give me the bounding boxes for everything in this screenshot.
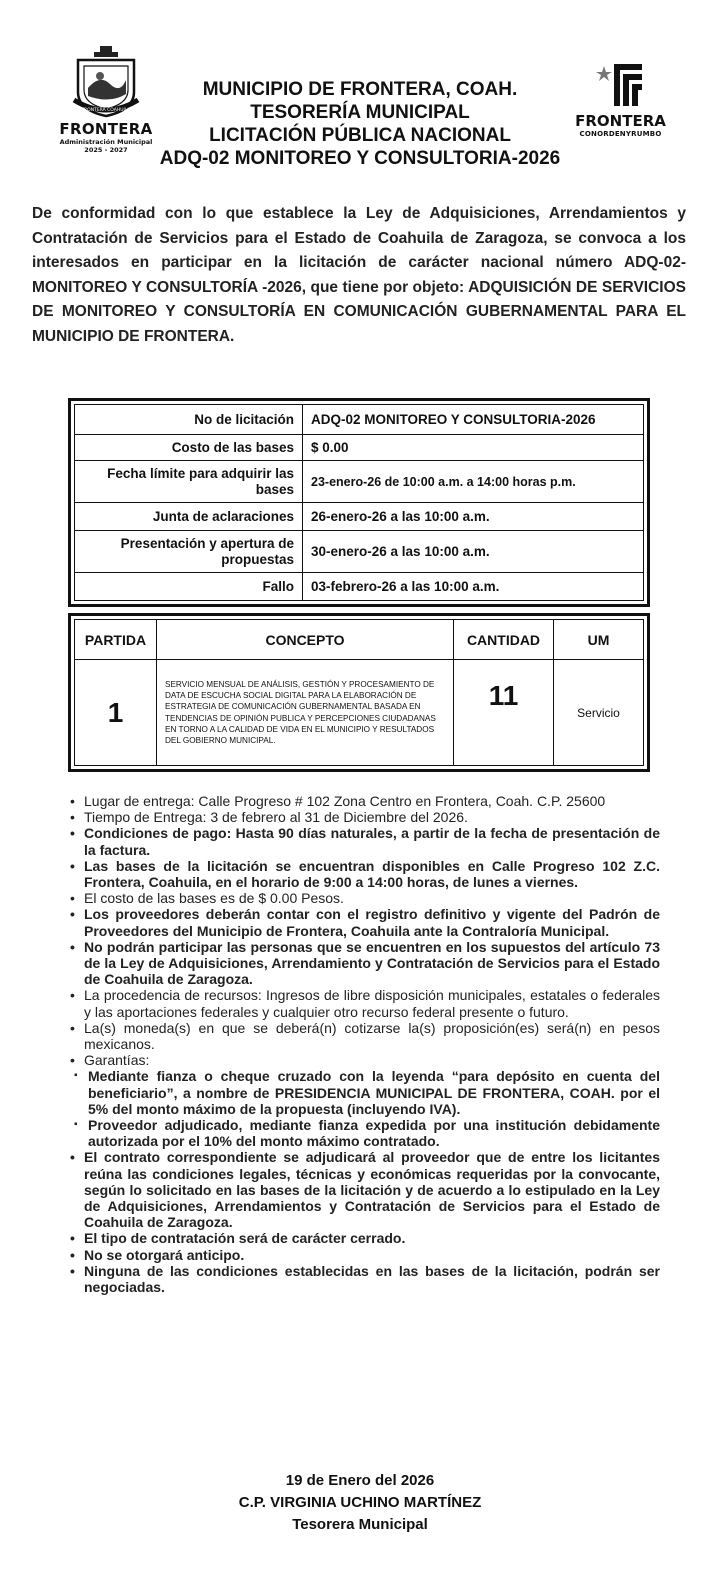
list-item: • Los proveedores deberán contar con el registro definitivo y vigente del Padrón de Proveedores del Municipio de Frontera, Coahuila ante la Contraloría Municipal. (70, 906, 660, 938)
title-tesoreria: TESORERÍA MUNICIPAL (250, 102, 470, 123)
conditions-list (70, 793, 660, 1295)
right-logo-brand: FRONTERA (575, 112, 666, 130)
info-label: Fallo (75, 573, 303, 601)
items-table (68, 613, 650, 772)
info-label: Presentación y apertura de propuestas (75, 531, 303, 573)
svg-text:FRONTERA COAHUILA: FRONTERA COAHUILA (81, 108, 131, 113)
info-value: 23-enero-26 de 10:00 a.m. a 14:00 horas p.m. (303, 461, 644, 503)
col-header-partida: PARTIDA (75, 620, 157, 660)
table-row (75, 405, 644, 435)
title-municipio: MUNICIPIO DE FRONTERA, COAH. (202, 79, 518, 100)
document-titles (150, 78, 570, 170)
list-item: ▪ Mediante fianza o cheque cruzado con la leyenda “para depósito en cuenta del beneficiario”, a nombre de PRESIDENCIA MUNICIPAL DE FRONTERA, COAH. por el 5% del monto máximo de la propuesta (incluyendo IVA). (74, 1068, 660, 1117)
frontera-logo-right (558, 60, 683, 150)
info-label: Costo de las bases (75, 435, 303, 461)
signature-name: C.P. VIRGINIA UCHINO MARTÍNEZ (238, 1494, 482, 1511)
table-row (75, 435, 644, 461)
info-label: Fecha límite para adquirir las bases (75, 461, 303, 503)
info-value: 03-febrero-26 a las 10:00 a.m. (303, 573, 644, 601)
coat-of-arms-icon (70, 44, 142, 118)
list-item: • La procedencia de recursos: Ingresos de libre disposición municipales, estatales o federales y las aportaciones federales y cualquier otro recurso federal presente o futuro. (70, 987, 660, 1019)
table-row (75, 461, 644, 503)
title-adq: ADQ-02 MONITOREO Y CONSULTORIA-2026 (159, 148, 561, 169)
table-header-row (75, 620, 644, 660)
list-item: • El costo de las bases es de $ 0.00 Pesos. (70, 890, 660, 906)
list-item: • Lugar de entrega: Calle Progreso # 102 Zona Centro en Frontera, Coah. C.P. 25600 (70, 793, 660, 809)
municipal-logo-left (46, 44, 166, 174)
info-label: Junta de aclaraciones (75, 503, 303, 531)
table-row (75, 573, 644, 601)
title-licitacion: LICITACIÓN PÚBLICA NACIONAL (209, 125, 511, 146)
right-logo-slogan: CONORDENYRUMBO (579, 130, 662, 138)
left-logo-sub1: Administración Municipal (59, 138, 153, 146)
list-item: ▪ Proveedor adjudicado, mediante fianza expedida por una institución debidamente autorizada por el 10% del monto máximo contratado. (74, 1117, 660, 1149)
item-um: Servicio (554, 660, 644, 766)
info-label: No de licitación (75, 405, 303, 435)
item-concepto: SERVICIO MENSUAL DE ANÁLISIS, GESTIÓN Y PROCESAMIENTO DE DATA DE ESCUCHA SOCIAL DIGITAL PARA LA ELABORACIÓN DE ESTRATEGIA DE COMUNICACIÓN GUBERNAMENTAL BASADA EN TENDENCIAS DE OPINIÓN PUBLICA Y PERCEPCIONES CIUDADANAS EN TORNO A LA CALIDAD DE VIDA EN EL MUNICIPIO Y RESULTADOS DEL GOBIERNO MUNICIPAL. (157, 660, 454, 766)
licitacion-info-table (68, 398, 650, 607)
info-value: 30-enero-26 a las 10:00 a.m. (303, 531, 644, 573)
list-item: • Garantías: (70, 1052, 660, 1068)
left-logo-brand: FRONTERA (59, 120, 153, 138)
list-item: • La(s) moneda(s) en que se deberá(n) cotizarse la(s) proposición(es) será(n) en pesos mexicanos. (70, 1020, 660, 1052)
info-value: 26-enero-26 a las 10:00 a.m. (303, 503, 644, 531)
list-item: • Las bases de la licitación se encuentran disponibles en Calle Progreso 102 Z.C. Frontera, Coahuila, en el horario de 9:00 a 14:00 horas, de lunes a viernes. (70, 858, 660, 890)
list-item: • El contrato correspondiente se adjudicará al proveedor que de entre los licitantes reúna las condiciones legales, técnicas y económicas requeridas por la convocante, según lo solicitado en las bases de la licitación y de acuerdo a lo estipulado en la Ley de Adquisiciones, Arrendamientos y Contratación de Servicios para el Estado de Coahuila de Zaragoza. (70, 1149, 660, 1230)
list-item: • No se otorgará anticipo. (70, 1247, 660, 1263)
signature-date: 19 de Enero del 2026 (285, 1472, 435, 1489)
col-header-concepto: CONCEPTO (157, 620, 454, 660)
intro-paragraph: De conformidad con lo que establece la Ley de Adquisiciones, Arrendamientos y Contratación de Servicios para el Estado de Coahuila de Zaragoza, se convoca a los interesados en participar en la licitación de carácter nacional número ADQ-02-MONITOREO Y CONSULTORÍA -2026, que tiene por objeto: ADQUISICIÓN DE SERVICIOS DE MONITOREO Y CONSULTORÍA EN COMUNICACIÓN GUBERNAMENTAL PARA EL MUNICIPIO DE FRONTERA. (32, 205, 686, 345)
header (0, 0, 719, 190)
info-value: ADQ-02 MONITOREO Y CONSULTORIA-2026 (303, 405, 644, 435)
guarantees-list (74, 1068, 660, 1149)
table-row (75, 660, 644, 766)
table-row (75, 531, 644, 573)
list-item: • El tipo de contratación será de carácter cerrado. (70, 1230, 660, 1246)
list-item: • Tiempo de Entrega: 3 de febrero al 31 de Diciembre del 2026. (70, 809, 660, 825)
col-header-um: UM (554, 620, 644, 660)
frontera-mark-icon (596, 60, 646, 110)
list-item: • Condiciones de pago: Hasta 90 días naturales, a partir de la fecha de presentación de la factura. (70, 825, 660, 857)
item-partida: 1 (75, 660, 157, 766)
item-cantidad: 11 (454, 660, 554, 766)
col-header-cantidad: CANTIDAD (454, 620, 554, 660)
left-logo-sub2: 2025 - 2027 (84, 146, 128, 154)
list-item: • Ninguna de las condiciones establecidas en las bases de la licitación, podrán ser negociadas. (70, 1263, 660, 1295)
list-item: • No podrán participar las personas que se encuentren en los supuestos del artículo 73 de la Ley de Adquisiciones, Arrendamiento y Contratación de Servicios para el Estado de Coahuila de Zaragoza. (70, 939, 660, 988)
signature-title: Tesorera Municipal (292, 1516, 428, 1533)
signature-block (150, 1470, 570, 1536)
info-value: $ 0.00 (303, 435, 644, 461)
table-row (75, 503, 644, 531)
